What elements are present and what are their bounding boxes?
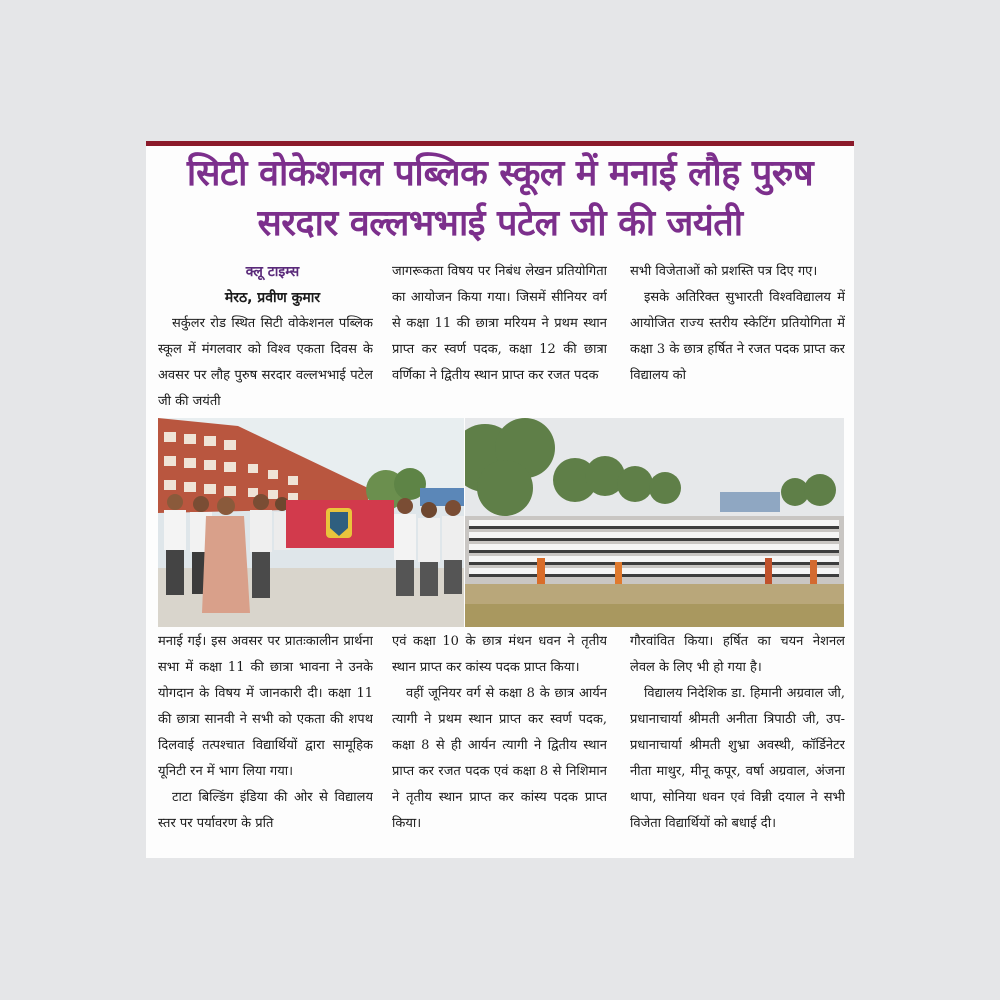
paragraph: टाटा बिल्डिंग इंडिया की ओर से विद्यालय स्तर पर पर्यावरण के प्रति xyxy=(158,790,373,831)
top-rule xyxy=(146,141,854,146)
paragraph: जागरूकता विषय पर निबंध लेखन प्रतियोगिता का आयोजन किया गया। जिसमें सीनियर वर्ग से कक्षा 11 की छात्रा मरियम ने प्रथम स्थान प्राप्त कर स्वर्ण पदक, कक्षा 12 की छात्रा वर्णिका ने द्वितीय स्थान प्राप्त कर रजत पदक xyxy=(392,264,607,383)
source-name: क्लू टाइम्स xyxy=(245,264,300,280)
paragraph: विद्यालय निदेशिक डा. हिमानी अग्रवाल जी, प्रधानाचार्या श्रीमती अनीता त्रिपाठी जी, उप- प्रधानाचार्या श्रीमती शुभ्रा अवस्थी, कॉर्डिनेटर नीता माथुर, मीनू कपूर, वर्षा अग्रवाल, अंजना थापा, सोनिया धवन एवं विन्नी दयाल ने सभी विजेता विद्यार्थियों को बधाई दी। xyxy=(630,686,845,831)
photo-assembly-ground xyxy=(465,418,844,627)
column-3-lower xyxy=(630,629,845,858)
column-2-lower xyxy=(392,629,607,858)
headline: सिटी वोकेशनल पब्लिक स्कूल में मनाई लौह पुरुष सरदार वल्लभभाई पटेल जी की जयंती xyxy=(186,153,814,244)
paragraph: इसके अतिरिक्त सुभारती विश्वविद्यालय में आयोजित राज्य स्तरीय स्केटिंग प्रतियोगिता में कक्षा 3 के छात्र हर्षित ने रजत पदक प्राप्त कर विद्यालय को xyxy=(630,290,845,383)
paragraph: गौरवांवित किया। हर्षित का चयन नेशनल लेवल के लिए भी हो गया है। xyxy=(630,634,845,675)
byline: मेरठ, प्रवीण कुमार xyxy=(224,290,321,306)
photo-students-banner xyxy=(158,418,464,627)
paragraph: वहीं जूनियर वर्ग से कक्षा 8 के छात्र आर्यन त्यागी ने प्रथम स्थान प्राप्त कर स्वर्ण पदक, कक्षा 8 से ही आर्यन त्यागी ने द्वितीय स्थान प्राप्त कर रजत पदक एवं कक्षा 8 से निशिमान ने तृतीय स्थान प्राप्त कर कांस्य पदक प्राप्त किया। xyxy=(392,686,607,831)
column-1-upper xyxy=(158,259,373,411)
paragraph: सर्कुलर रोड स्थित सिटी वोकेशनल पब्लिक स्कूल में मंगलवार को विश्व एकता दिवस के अवसर पर लौह पुरुष सरदार वल्लभभाई पटेल जी की जयंती xyxy=(158,316,373,409)
column-3-upper xyxy=(630,259,845,411)
paragraph: मनाई गई। इस अवसर पर प्रातःकालीन प्रार्थना सभा में कक्षा 11 की छात्रा भावना ने उनके योगदान के विषय में जानकारी दी। कक्षा 11 की छात्रा सानवी ने सभी को एकता की शपथ दिलवाई तत्पश्चात विद्यार्थियों द्वारा सामूहिक यूनिटी रन में भाग लिया गया। xyxy=(158,634,373,779)
column-2-upper xyxy=(392,259,607,411)
paragraph: सभी विजेताओं को प्रशस्ति पत्र दिए गए। xyxy=(630,264,818,279)
column-1-lower xyxy=(158,629,373,858)
paragraph: एवं कक्षा 10 के छात्र मंथन धवन ने तृतीय स्थान प्राप्त कर कांस्य पदक प्राप्त किया। xyxy=(392,634,607,675)
newspaper-clipping xyxy=(146,141,854,858)
